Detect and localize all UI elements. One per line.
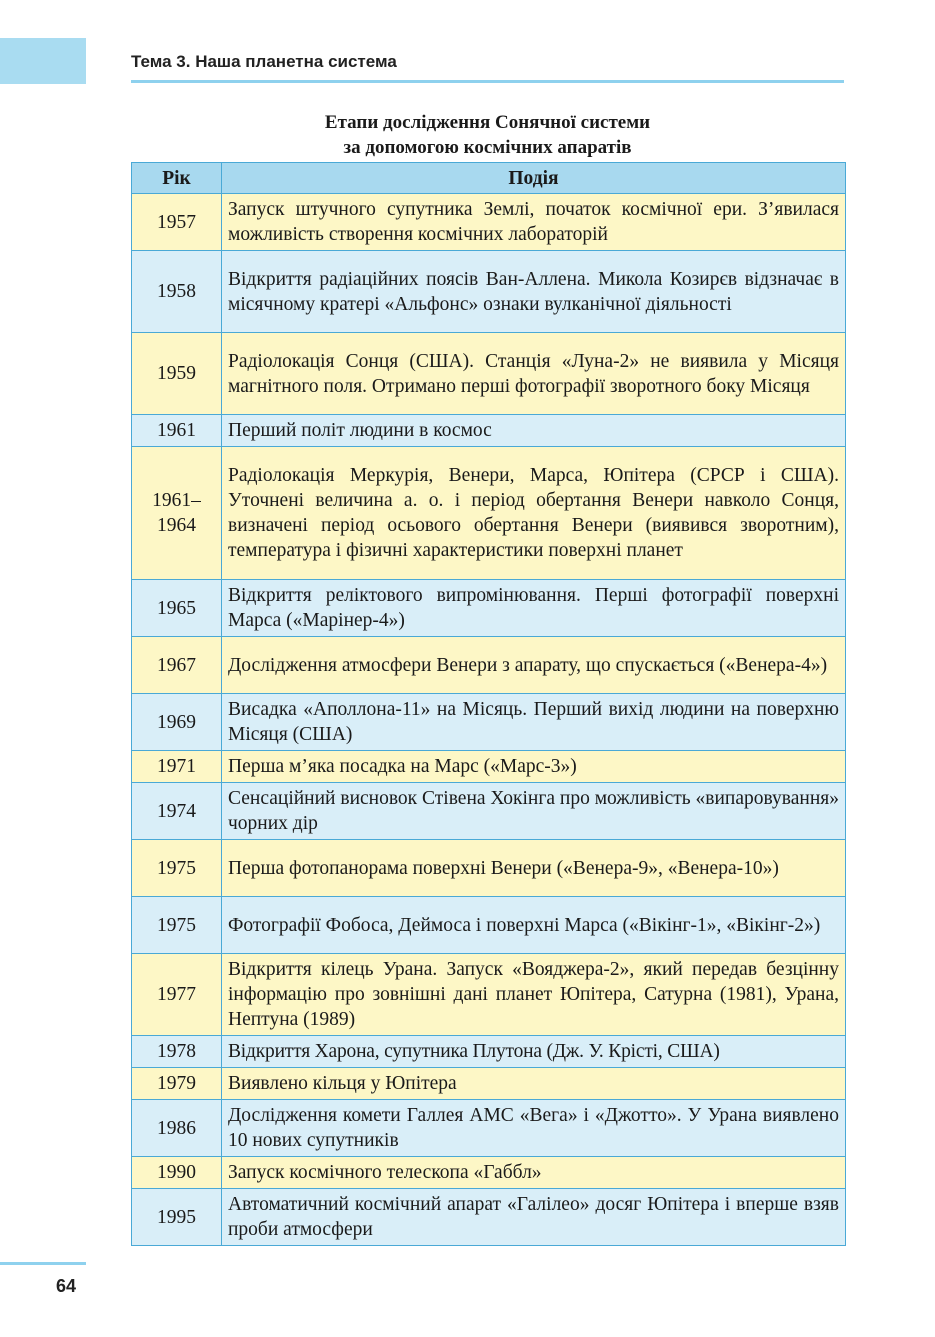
year-cell: 1975 [132,840,222,897]
page-header-title: Тема 3. Наша планетна система [131,52,397,71]
table-row [132,194,846,251]
table-row [132,580,846,637]
year-cell: 1974 [132,783,222,840]
year-cell: 1967 [132,637,222,694]
page-number: 64 [56,1276,77,1296]
year-cell: 1965 [132,580,222,637]
year-cell: 1958 [132,251,222,333]
event-cell: Радіолокація Сонця (США). Станція «Луна-2» не виявила у Місяця магнітного поля. Отримано перші фотографії зворотного боку Місяця [222,333,846,415]
events-table [131,162,846,1246]
event-cell: Перший політ людини в космос [222,415,846,447]
year-cell: 1959 [132,333,222,415]
table-row [132,954,846,1036]
column-header-year: Рік [132,163,222,194]
event-cell: Радіолокація Меркурія, Венери, Марса, Юпітера (СРСР і США). Уточнені величина а. о. і період обертання Венери навколо Сонця, визначені період осьового обертання Венери (виявився зворотним), температура і фізичні характеристики поверхні планет [222,447,846,580]
header-divider [131,80,844,83]
year-cell: 1979 [132,1068,222,1100]
table-row [132,751,846,783]
year-cell: 1986 [132,1100,222,1157]
corner-color-block [0,38,86,84]
table-row [132,1157,846,1189]
table-row [132,1100,846,1157]
table-row [132,783,846,840]
table-row [132,694,846,751]
event-cell: Відкриття радіаційних поясів Ван-Аллена. Микола Козирєв відзначає в місячному кратері «Альфонс» ознаки вулканічної діяльності [222,251,846,333]
event-cell: Відкриття реліктового випромінювання. Перші фотографії поверхні Марса («Марінер-4») [222,580,846,637]
table-row [132,333,846,415]
table-row [132,637,846,694]
event-cell: Виявлено кільця у Юпітера [222,1068,846,1100]
event-cell: Автоматичний космічний апарат «Галілео» досяг Юпітера і вперше взяв проби атмосфери [222,1189,846,1246]
event-cell: Дослідження комети Галлея АМС «Вега» і «Джотто». У Урана виявлено 10 нових супутників [222,1100,846,1157]
event-cell: Відкриття Харона, супутника Плутона (Дж. У. Крісті, США) [222,1036,846,1068]
year-cell: 1978 [132,1036,222,1068]
footer-divider [0,1262,86,1265]
year-cell: 1971 [132,751,222,783]
event-cell: Перша м’яка посадка на Марс («Марс-3») [222,751,846,783]
table-row [132,415,846,447]
year-cell: 1957 [132,194,222,251]
table-title-line-2: за допомогою космічних апаратів [343,137,632,158]
table-row [132,447,846,580]
table-row [132,840,846,897]
table-row [132,897,846,954]
table-row [132,1189,846,1246]
table-title-line-1: Етапи дослідження Сонячної системи [324,112,651,133]
table-row [132,1068,846,1100]
event-cell: Дослідження атмосфери Венери з апарату, що спускається («Венера-4») [222,637,846,694]
year-cell: 1990 [132,1157,222,1189]
table-title [131,110,844,160]
event-cell: Запуск штучного супутника Землі, початок космічної ери. З’явилася можливість створення космічних лабораторій [222,194,846,251]
year-cell: 1977 [132,954,222,1036]
year-cell: 1975 [132,897,222,954]
table-row [132,251,846,333]
column-header-event: Подія [222,163,846,194]
table-header-row [132,163,846,194]
event-cell: Відкриття кілець Урана. Запуск «Вояджера-2», який передав безцінну інформацію про зовнішні дані планет Юпітера, Сатурна (1981), Урана, Нептуна (1989) [222,954,846,1036]
event-cell: Фотографії Фобоса, Деймоса і поверхні Марса («Вікінг-1», «Вікінг-2») [222,897,846,954]
event-cell: Висадка «Аполлона-11» на Місяць. Перший вихід людини на поверхню Місяця (США) [222,694,846,751]
event-cell: Сенсаційний висновок Стівена Хокінга про можливість «випаровування» чорних дір [222,783,846,840]
year-cell: 1969 [132,694,222,751]
year-cell: 1961 [132,415,222,447]
event-cell: Перша фотопанорама поверхні Венери («Венера-9», «Венера-10») [222,840,846,897]
event-cell: Запуск космічного телескопа «Габбл» [222,1157,846,1189]
year-cell: 1995 [132,1189,222,1246]
year-cell: 1961–1964 [132,447,222,580]
table-row [132,1036,846,1068]
